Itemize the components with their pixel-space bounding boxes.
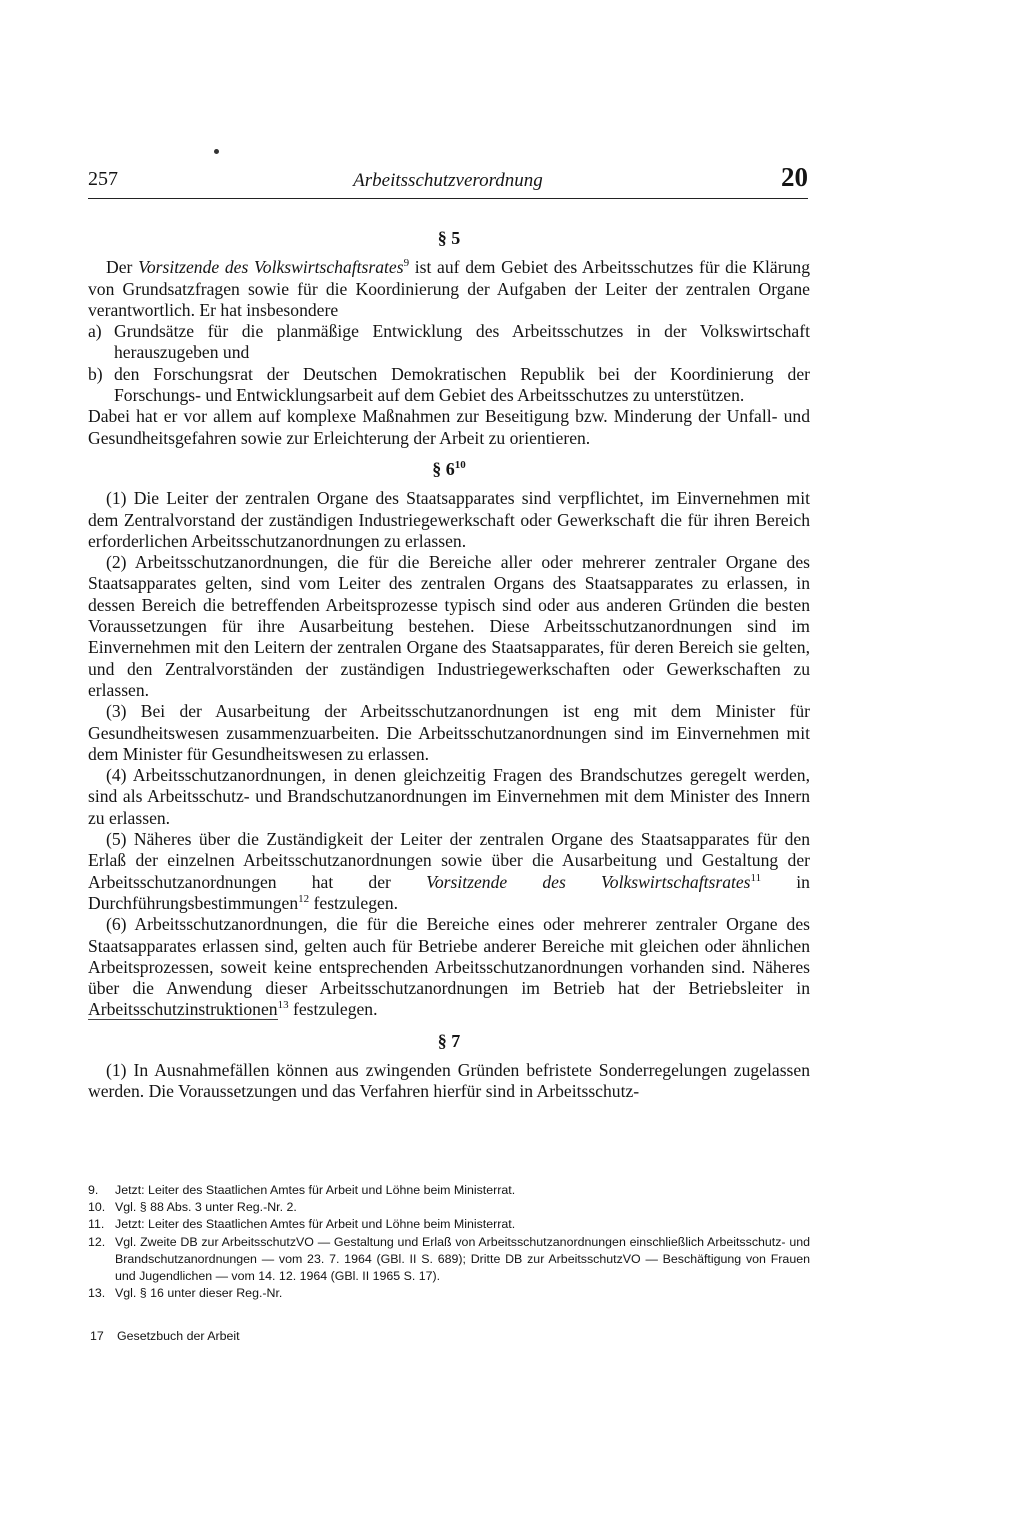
running-title: Arbeitsschutzverordnung [353, 170, 543, 191]
page-footer [90, 1329, 490, 1343]
section-5-closing: Dabei hat er vor allem auf komplexe Maßnahmen zur Beseitigung bzw. Minderung der Unfall- und Gesundheitsgefahren sowie zur Erleichterung der Arbeit zu orientieren. [88, 406, 810, 448]
main-text [88, 228, 810, 1103]
footnote-ref-10[interactable]: 10 [454, 458, 466, 471]
page-number: 257 [88, 168, 118, 190]
section-6-paragraph-2: (2) Arbeitsschutzanordnungen, die für die Bereiche aller oder mehrerer zentraler Organe des Staatsapparates gelten, sind vom Leiter des zentralen Organs des Staatsapparates zu erlassen, in dessen Bereich die betreffenden Arbeitsprozesse typisch sind oder aus anderen Gründen die besten Voraussetzungen für ihre Ausarbeitung bestehen. Diese Arbeitsschutzanordnungen sind im Einvernehmen mit den Leitern der zentralen Organe des Staatsapparates, für deren Bereich sie gelten, und den Zentralvorständen der zuständigen Industriegewerkschaften oder Gewerkschaften zu erlassen. [88, 552, 810, 700]
section-6-paragraph-3: (3) Bei der Ausarbeitung der Arbeitsschutzanordnungen ist eng mit dem Minister für Gesundheitswesen zusammenzuarbeiten. Die Arbeitsschutzanordnungen sind im Einvernehmen mit dem Minister für Gesundheitswesen zu erlassen. [88, 701, 810, 764]
header-rule [88, 198, 808, 199]
underlined-term: Arbeitsschutzinstruktionen [88, 999, 278, 1020]
footnote-ref-11[interactable]: 11 [750, 871, 762, 884]
footnote-ref-12[interactable]: 12 [298, 893, 310, 906]
footnote-12: 12. Vgl. Zweite DB zur ArbeitsschutzVO — Gestaltung und Erlaß von Arbeitsschutzanordnungen einschließlich Arbeitsschutz- und Brandschutzanordnungen — vom 23. 7. 1964 (GBl. II S. 689); Dritte DB zur ArbeitsschutzVO — Beschäftigung von Frauen und Jugendlichen — vom 14. 12. 1964 (GBl. II 1965 S. 17). [88, 1234, 810, 1284]
signature-number: 17 [90, 1329, 104, 1343]
footnote-9: 9. Jetzt: Leiter des Staatlichen Amtes für Arbeit und Löhne beim Ministerrat. [88, 1183, 516, 1197]
section-5-heading: § 5 [437, 228, 461, 248]
section-7-heading: § 7 [437, 1030, 461, 1051]
footnotes [88, 1182, 810, 1302]
section-6-heading: § $6^{10}$ [432, 458, 466, 479]
section-6-paragraph-6: (6) Arbeitsschutzanordnungen, die für die Bereiche eines oder mehrerer zentraler Organe des Staatsapparates erlassen sind, gelten auch für Betriebe anderer Bereiche mit gleichen oder ähnlichen Arbeitsprozessen, soweit keine entsprechenden Arbeitsschutzanordnungen vorhanden sind. Näheres über die Anwendung dieser Arbeitsschutzanordnungen im Betrieb hat der Betriebsleiter in Arbeitsschutzinstruktionen$^{13}$ festzulegen. [88, 914, 810, 1020]
section-6-paragraph-5: (5) Näheres über die Zuständigkeit der Leiter der zentralen Organe des Staatsapparates für den Erlaß der einzelnen Arbeitsschutzanordnungen sowie über die Ausarbeitung und Gestaltung der Arbeitsschutzanordnungen hat der Vorsitzende des Volkswirtschaftsrates$^{11}$ in Durchführungsbestimmungen$^{12}$ festzulegen. [88, 829, 810, 913]
list-item-a: a) Grundsätze für die planmäßige Entwicklung des Arbeitsschutzes in der Volkswirtschaft herauszugeben und [88, 321, 810, 363]
page-header [88, 162, 808, 196]
section-6-paragraph-4: (4) Arbeitsschutzanordnungen, in denen gleichzeitig Fragen des Brandschutzes geregelt werden, sind als Arbeitsschutz- und Brandschutzanordnungen im Einvernehmen mit dem Minister des Innern zu erlassen. [88, 765, 810, 828]
chapter-number: 20 [781, 162, 808, 192]
book-title: Gesetzbuch der Arbeit [117, 1329, 240, 1343]
section-7-paragraph-1: (1) In Ausnahmefällen können aus zwingenden Gründen befristete Sonderregelungen zugelassen werden. Die Voraussetzungen und das Verfahren hierfür sind in Arbeitsschutz- [88, 1059, 810, 1102]
ink-spot [214, 149, 219, 154]
section-6-paragraph-1: (1) Die Leiter der zentralen Organe des Staatsapparates sind verpflichtet, im Einvernehmen mit dem Zentralvorstand der zuständigen Industriegewerkschaft oder Gewerkschaft die für ihren Bereich erforderlichen Arbeitsschutzanordnungen zu erlassen. [88, 488, 810, 551]
footnote-10: 10. Vgl. § 88 Abs. 3 unter Reg.-Nr. 2. [88, 1200, 297, 1215]
list-item-b: b) den Forschungsrat der Deutschen Demokratischen Republik bei der Koordinierung der Forschungs- und Entwicklungsarbeit auf dem Gebiet des Arbeitsschutzes zu unterstützen. [88, 363, 810, 406]
footnote-11: 11. Jetzt: Leiter des Staatlichen Amtes für Arbeit und Löhne beim Ministerrat. [88, 1217, 516, 1232]
footnote-ref-9[interactable]: 9 [403, 257, 410, 270]
footnote-13: 13. Vgl. § 16 unter dieser Reg.-Nr. [88, 1286, 283, 1301]
section-5-intro: Der Vorsitzende des Volkswirtschaftsrates$^9$ ist auf dem Gebiet des Arbeitsschutzes für die Klärung von Grundsatzfragen sowie für die Koordinierung der Aufgaben der Leiter der zentralen Organe verantwortlich. Er hat insbesondere [88, 257, 810, 320]
footnote-ref-13[interactable]: 13 [277, 999, 289, 1012]
